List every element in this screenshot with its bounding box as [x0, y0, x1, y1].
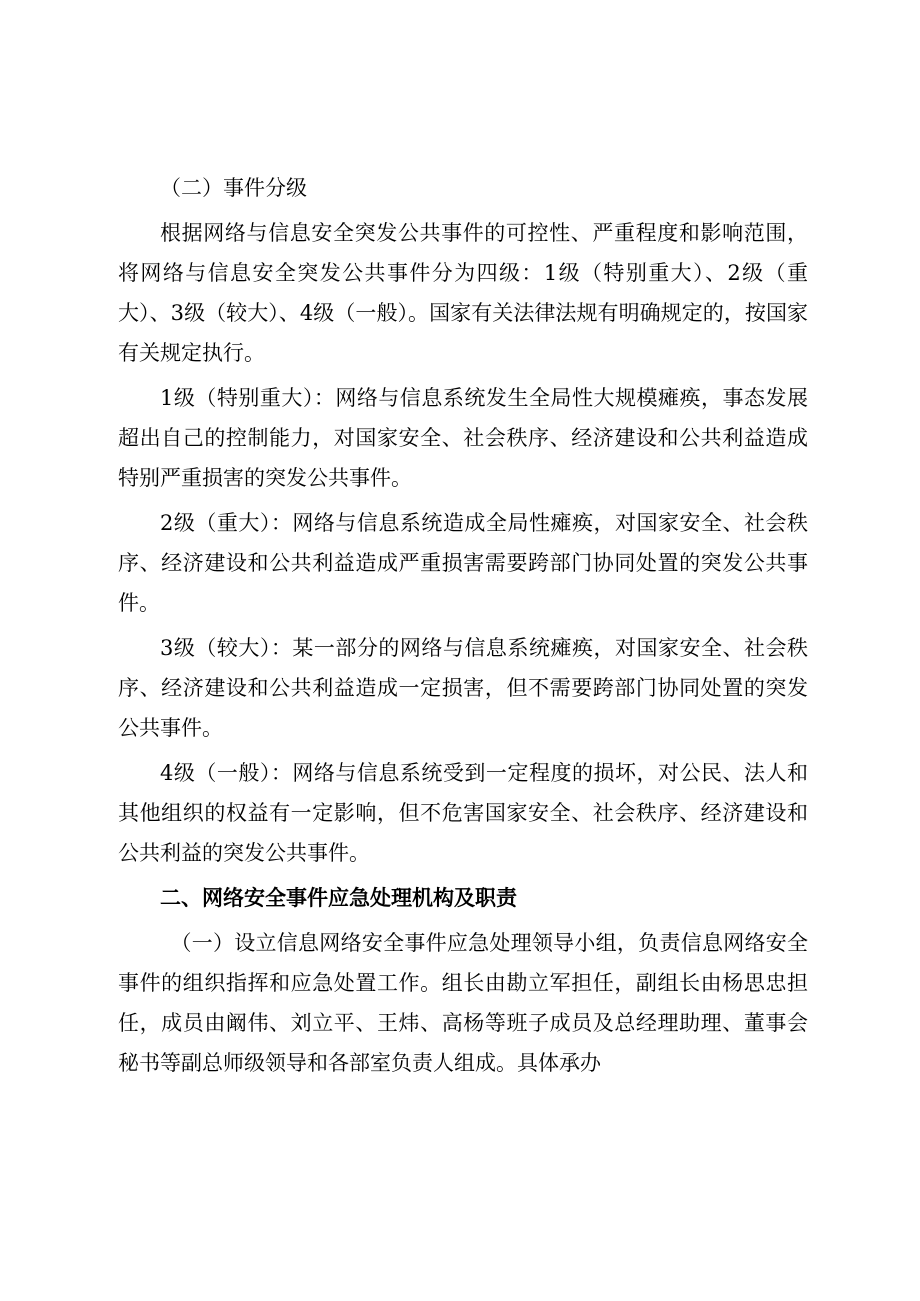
paragraph-level-3: 3级（较大）：某一部分的网络与信息系统瘫痪，对国家安全、社会秩序、经济建设和公共利益造成一定损害，但不需要跨部门协同处置的突发公共事件。	[118, 636, 808, 740]
paragraph-level-1: 1级（特别重大）：网络与信息系统发生全局性大规模瘫痪，事态发展超出自己的控制能力，对国家安全、社会秩序、经济建设和公共利益造成特别严重损害的突发公共事件。	[118, 386, 808, 490]
paragraph-level-2: 2级（重大）：网络与信息系统造成全局性瘫痪，对国家安全、社会秩序、经济建设和公共利益造成严重损害需要跨部门协同处置的突发公共事件。	[118, 511, 808, 615]
sub-heading-event-classification: （二）事件分级	[160, 176, 307, 200]
document-body	[118, 168, 808, 1088]
paragraph-classification-intro: 根据网络与信息安全突发公共事件的可控性、严重程度和影响范围，将网络与信息安全突发公共事件分为四级：1级（特别重大）、2级（重大）、3级（较大）、4级（一般）。国家有关法律法规有明确规定的，按国家有关规定执行。	[118, 221, 808, 365]
paragraph-leadership-group: （一）设立信息网络安全事件应急处理领导小组，负责信息网络安全事件的组织指挥和应急处置工作。组长由勘立军担任，副组长由杨思忠担任，成员由阚伟、刘立平、王炜、高杨等班子成员及总经理助理、董事会秘书等副总师级领导和各部室负责人组成。具体承办	[118, 931, 808, 1075]
section-heading-emergency-organization: 二、网络安全事件应急处理机构及职责	[160, 886, 517, 910]
paragraph-level-4: 4级（一般）：网络与信息系统受到一定程度的损坏，对公民、法人和其他组织的权益有一定影响，但不危害国家安全、社会秩序、经济建设和公共利益的突发公共事件。	[118, 761, 808, 865]
